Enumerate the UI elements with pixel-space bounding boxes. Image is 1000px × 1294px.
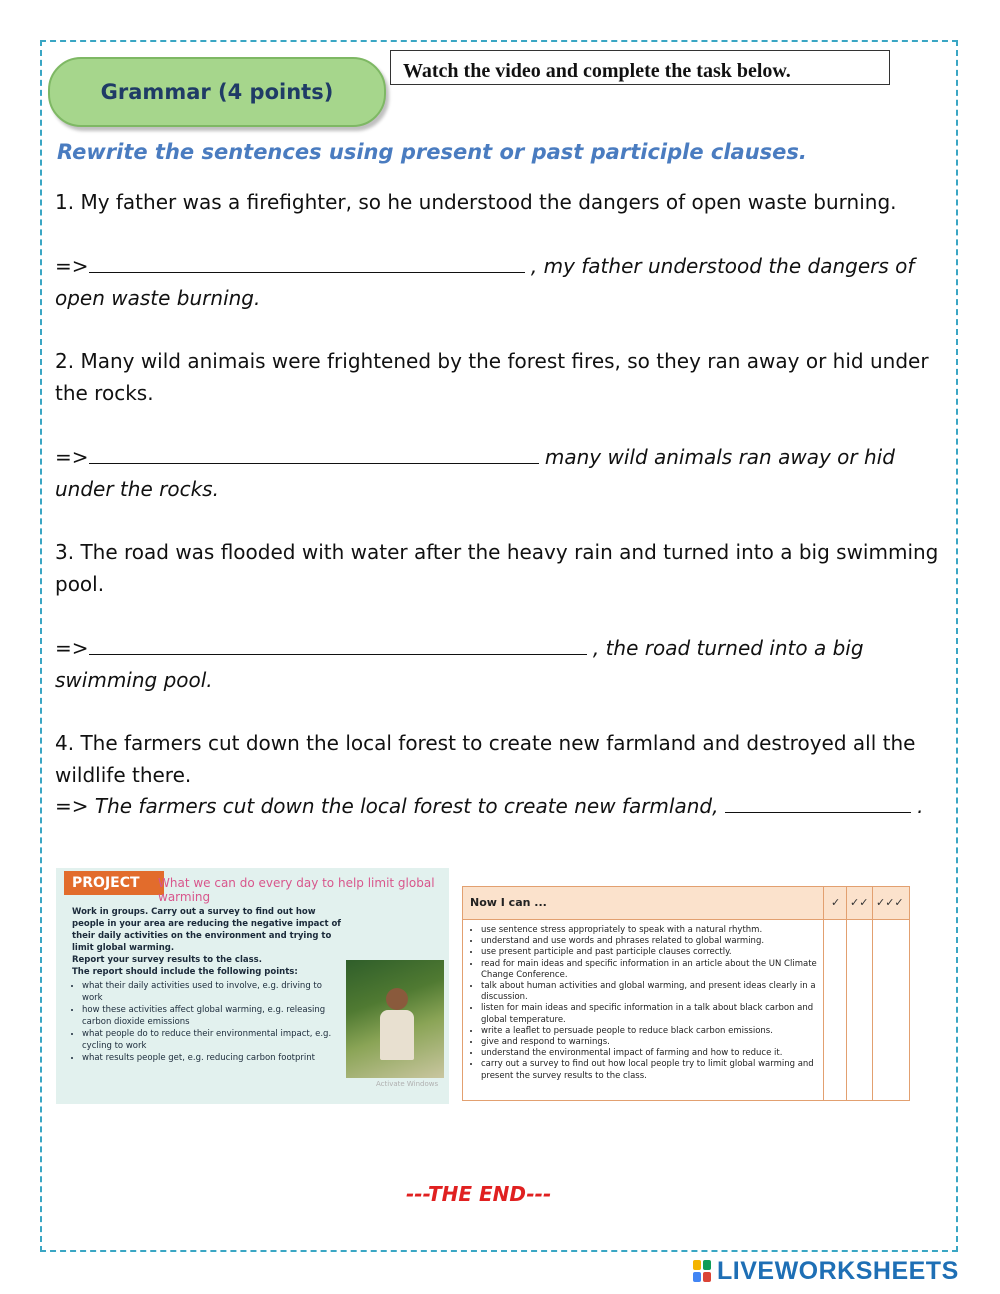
section-label: Grammar (4 points) (100, 80, 334, 104)
logo-square (703, 1272, 711, 1282)
now-i-can-list (471, 925, 831, 1082)
answer-prefix: => (55, 445, 89, 469)
list-item: • talk about human activities and global warming, and present ideas clearly in a discussion. (481, 981, 831, 1003)
check-three-icon: ✓✓✓ (876, 896, 904, 909)
list-item: • what results people get, e.g. reducing carbon footprint (82, 1052, 342, 1064)
project-intro: Work in groups. Carry out a survey to find out how people in your area are reducing the negative impact of their daily activities on the environment and trying to limit global warming. (72, 907, 342, 953)
answer-prefix: => (55, 254, 89, 278)
logo-square (703, 1260, 711, 1270)
question-2-prompt: 2. Many wild animais were frightened by the forest fires, so they ran away or hid under the rocks. (55, 349, 929, 405)
column-divider (872, 887, 873, 1100)
photo-person-body (380, 1010, 414, 1060)
question-2-answer (55, 441, 945, 505)
question-4-answer (55, 790, 945, 822)
question-3-prompt: 3. The road was flooded with water after the heavy rain and turned into a big swimming pool. (55, 540, 939, 596)
list-item: • how these activities affect global warming, e.g. releasing carbon dioxide emissions (82, 1004, 342, 1028)
answer-prefix: => The farmers cut down the local forest to create new farmland, (55, 794, 725, 818)
project-report-line: Report your survey results to the class. (72, 955, 262, 965)
answer-suffix: . (910, 794, 924, 818)
list-item: • read for main ideas and specific information in an article about the UN Climate Change Conference. (481, 959, 831, 981)
list-item: • understand the environmental impact of farming and how to reduce it. (481, 1048, 831, 1059)
project-body (72, 906, 342, 1064)
project-photo (346, 960, 444, 1078)
question-4-prompt: 4. The farmers cut down the local forest to create new farmland and destroyed all the wildlife there. (55, 731, 916, 787)
project-tag: PROJECT (64, 871, 164, 895)
task-instruction: Rewrite the sentences using present or past participle clauses. (57, 140, 807, 164)
answer-3-blank[interactable] (89, 632, 587, 655)
now-i-can-image (462, 886, 910, 1101)
now-i-can-title: Now I can ... (470, 896, 547, 909)
list-item: • use present participle and past participle clauses correctly. (481, 947, 831, 958)
question-1-answer (55, 250, 945, 314)
section-label-badge (48, 57, 386, 127)
logo-square (693, 1260, 701, 1270)
watch-instruction: Watch the video and complete the task below. (403, 60, 791, 82)
answer-suffix: , the road turned into a big swimming pool. (55, 636, 864, 692)
liveworksheets-logo[interactable] (693, 1256, 959, 1286)
question-3-answer (55, 632, 945, 696)
project-image (56, 868, 449, 1104)
watch-instruction-box (390, 50, 890, 85)
list-item: • give and respond to warnings. (481, 1037, 831, 1048)
column-divider (846, 887, 847, 1100)
list-item: • understand and use words and phrases related to global warming. (481, 936, 831, 947)
the-end-text: ---THE END--- (406, 1182, 552, 1206)
check-one-icon: ✓ (831, 896, 841, 909)
answer-2-blank[interactable] (89, 441, 539, 464)
answer-1-blank[interactable] (89, 250, 525, 273)
answer-suffix: many wild animals ran away or hid under the rocks. (55, 445, 895, 501)
project-points-heading: The report should include the following points: (72, 967, 298, 977)
answer-4-blank[interactable] (725, 790, 911, 813)
list-item: • listen for main ideas and specific information in a talk about black carbon and global temperature. (481, 1003, 831, 1025)
project-title: What we can do every day to help limit global warming (158, 876, 435, 904)
list-item: • use sentence stress appropriately to speak with a natural rhythm. (481, 925, 831, 936)
question-1-prompt: 1. My father was a firefighter, so he understood the dangers of open waste burning. (55, 190, 897, 214)
list-item: • carry out a survey to find out how local people try to limit global warming and present the survey results to the class. (481, 1059, 831, 1081)
list-item: • what people do to reduce their environmental impact, e.g. cycling to work (82, 1028, 342, 1052)
photo-person-head (386, 988, 408, 1010)
windows-watermark: Activate Windows (376, 1080, 439, 1088)
now-i-can-header (463, 887, 909, 920)
list-item: • what their daily activities used to involve, e.g. driving to work (82, 980, 342, 1004)
logo-text: LIVEWORKSHEETS (717, 1256, 959, 1285)
logo-square (693, 1272, 701, 1282)
list-item: • write a leaflet to persuade people to reduce black carbon emissions. (481, 1026, 831, 1037)
logo-grid-icon (693, 1260, 711, 1282)
check-two-icon: ✓✓ (850, 896, 869, 909)
answer-prefix: => (55, 636, 89, 660)
project-points (82, 980, 342, 1064)
answer-suffix: , my father understood the dangers of open waste burning. (55, 254, 915, 310)
